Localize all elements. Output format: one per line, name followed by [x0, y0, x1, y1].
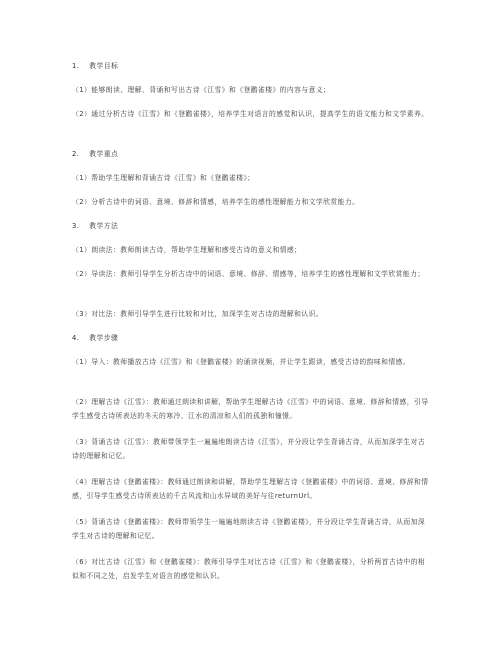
paragraph-line: （2）分析古诗中的词语、意境、修辞和情感，培养学生的感性理解能力和文学欣赏能力。 [72, 198, 360, 206]
paragraph-line: （1）导入：教师播放古诗《江雪》和《登鹳雀楼》的诵读视频，并让学生跟读，感受古诗的韵味和情感。 [72, 358, 411, 366]
paragraph-line: （2）理解古诗《江雪》：教师通过朗读和讲解，帮助学生理解古诗《江雪》中的词语、意境、修辞和情感，引导学生感受古诗所表达的冬天的寒冷、江水的清凉和人们的孤独和憧憬。 [72, 398, 429, 420]
section-heading-key-points: 2. 教学重点 [72, 150, 119, 158]
section-heading-methods: 3. 教学方法 [72, 222, 119, 230]
paragraph-line: （4）理解古诗《登鹳雀楼》：教师通过朗读和讲解，帮助学生理解古诗《登鹳雀楼》中的词语、意境、修辞和情感，引导学生感受古诗所表达的千古风流和山水异域的美好与往returnUrl。 [72, 478, 429, 500]
paragraph-line: （3）对比法：教师引导学生进行比较和对比，加深学生对古诗的理解和认识。 [72, 310, 324, 318]
paragraph-line: （2）通过分析古诗《江雪》和《登鹳雀楼》，培养学生对语言的感觉和认识，提高学生的语文能力和文学素养。 [72, 110, 429, 118]
paragraph-line: （1）能够朗读、理解、背诵和写出古诗《江雪》和《登鹳雀楼》的内容与意义； [72, 86, 331, 94]
section-heading-steps: 4. 教学步骤 [72, 334, 119, 342]
paragraph-line: （1）帮助学生理解和背诵古诗《江雪》和《登鹳雀楼》； [72, 174, 255, 182]
paragraph-line: （2）导读法：教师引导学生分析古诗中的词语、意境、修辞、情感等，培养学生的感性理解和文学欣赏能力； [72, 270, 425, 278]
section-heading-objectives: 1. 教学目标 [72, 62, 119, 70]
paragraph-line: （5）背诵古诗《登鹳雀楼》：教师带领学生一遍遍地朗读古诗《登鹳雀楼》，并分段让学生背诵古诗，从而加深学生对古诗的理解和记忆。 [72, 518, 426, 540]
paragraph-line: （1）朗读法：教师朗读古诗，帮助学生理解和感受古诗的意义和情感； [72, 246, 302, 254]
paragraph-line: （3）背诵古诗《江雪》：教师带领学生一遍遍地朗读古诗《江雪》，并分段让学生背诵古诗，从而加深学生对古诗的理解和记忆。 [72, 438, 426, 460]
paragraph-line: （6）对比古诗《江雪》和《登鹳雀楼》：教师引导学生对比古诗《江雪》和《登鹳雀楼》，分析两首古诗中的相似和不同之处，启发学生对语言的感觉和认识。 [72, 558, 426, 580]
